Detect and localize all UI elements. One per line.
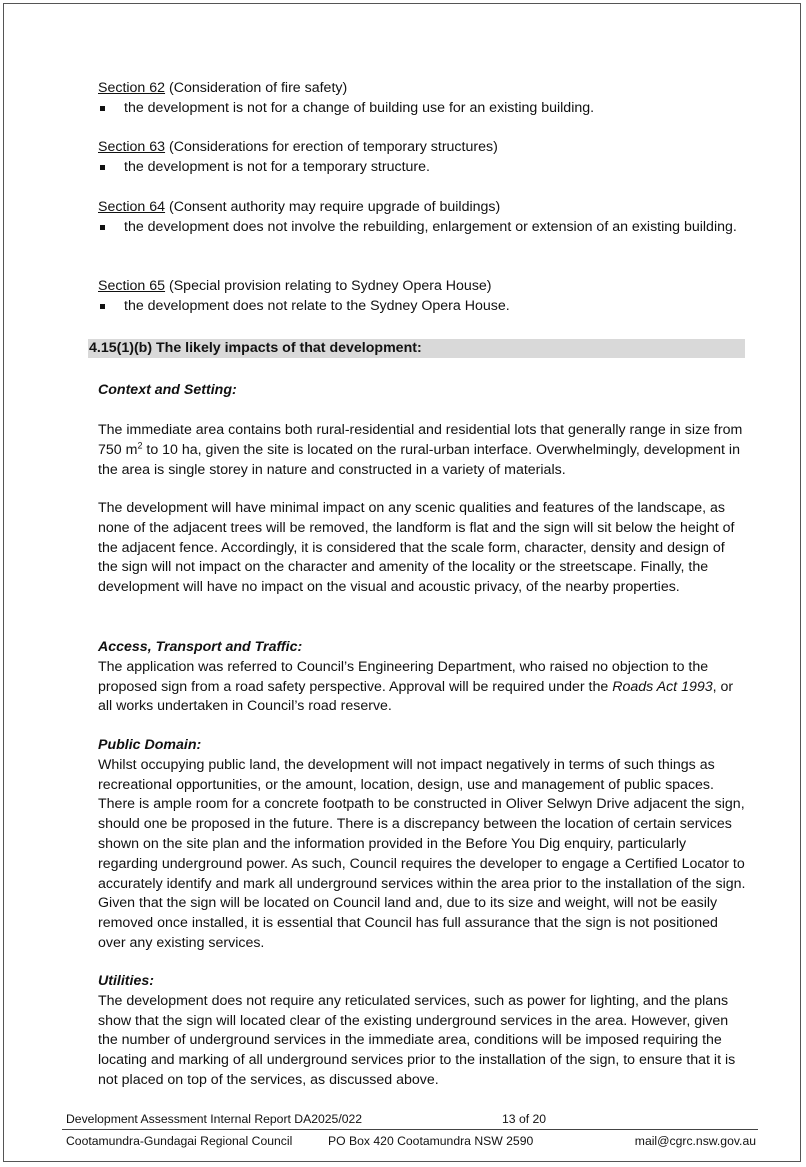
section-title: [98, 277, 746, 297]
context-setting: [98, 381, 746, 401]
section-link: Section 65: [98, 278, 166, 294]
text: The immediate area contains both rural-residential and residential lots that generally range in size from 750 m: [98, 422, 743, 458]
council-address: PO Box 420 Cootamundra NSW 2590: [328, 1134, 534, 1148]
bullet-item: the development does not relate to the Sydney Opera House.: [98, 297, 746, 317]
utilities-section: [98, 972, 746, 1091]
subheading: Utilities:: [98, 973, 154, 989]
bullet-item: the development does not involve the rebuilding, enlargement or extension of an existing building.: [98, 218, 746, 238]
text: , or all works undertaken in Council’s road reserve.: [98, 678, 734, 715]
section-link: Section 62: [98, 80, 166, 96]
subheading: Access, Transport and Traffic:: [98, 639, 303, 655]
subheading: Context and Setting:: [98, 382, 237, 398]
section-62: [98, 79, 746, 119]
bullet-item: the development is not for a change of building use for an existing building.: [98, 99, 746, 119]
context-paragraph-1: [98, 421, 746, 480]
section-title: [98, 138, 746, 158]
section-title: [98, 198, 746, 218]
section-desc: (Considerations for erection of temporary structures): [165, 139, 498, 155]
section-64: [98, 198, 746, 238]
section-heading: 4.15(1)(b) The likely impacts of that development:: [88, 339, 745, 358]
section-link: Section 63: [98, 139, 166, 155]
section-desc: (Consent authority may require upgrade of buildings): [165, 199, 501, 215]
text: Whilst occupying public land, the development will not impact negatively in terms of such things as recreational opportunities, or the amount, location, design, use and management of public spaces. There is ample room for a concrete footpath to be constructed in Oliver Selwyn Drive adjacent the sign, should one be proposed in the future. There is a discrepancy between the location of certain services shown on the site plan and the information provided in the Before You Dig enquiry, particularly regarding underground power. As such, Council requires the developer to engage a Certified Locator to accurately identify and mark all underground services within the area prior to the installation of the sign. Given that the sign will be located on Council land and, due to its size and weight, will not be easily removed once installed, it is essential that Council has full assurance that the sign is not positioned over any existing services.: [98, 756, 746, 951]
italic-text: Roads Act 1993: [612, 678, 713, 695]
text: to 10 ha, given the site is located on the rural-urban interface. Overwhelmingly, development in the area is single storey in nature and constructed in a variety of materials.: [98, 441, 740, 478]
section-65: [98, 277, 746, 317]
text: The application was referred to Council’s Engineering Department, who raised no objection to the proposed sign from a road safety perspective. Approval will be required under the: [98, 658, 709, 695]
section-desc: (Special provision relating to Sydney Opera House): [165, 278, 492, 294]
text: The development will have minimal impact on any scenic qualities and features of the landscape, as none of the adjacent trees will be removed, the landform is flat and the sign will sit below the height of the adjacent fence. Accordingly, it is considered that the scale form, character, density and design of the sign will not impact on the character and amenity of the locality or the streetscape. Finally, the development will have no impact on the visual and acoustic privacy, of the nearby properties.: [98, 500, 735, 596]
subheading: Public Domain:: [98, 737, 202, 753]
footer-divider: [62, 1129, 758, 1130]
council-email: mail@cgrc.nsw.gov.au: [634, 1134, 756, 1148]
section-title: [98, 79, 746, 99]
page-number: 13 of 20: [502, 1112, 547, 1126]
access-section: [98, 638, 746, 717]
superscript: 2: [137, 440, 143, 451]
text: The development does not require any reticulated services, such as power for lighting, and the plans show that the sign will located clear of the existing underground services in the area. However, given the number of underground services in the immediate area, conditions will be imposed requiring the locating and marking of all underground services prior to the installation of the sign, to ensure that it is not placed on top of the services, as discussed above.: [98, 992, 736, 1088]
section-63: [98, 138, 746, 178]
context-paragraph-2: [98, 499, 746, 598]
council-name: Cootamundra-Gundagai Regional Council: [66, 1134, 293, 1148]
public-domain-section: [98, 736, 746, 954]
report-title: Development Assessment Internal Report DA2025/022: [66, 1112, 363, 1126]
bullet-item: the development is not for a temporary structure.: [98, 158, 746, 178]
section-link: Section 64: [98, 199, 166, 215]
section-desc: (Consideration of fire safety): [165, 80, 348, 96]
